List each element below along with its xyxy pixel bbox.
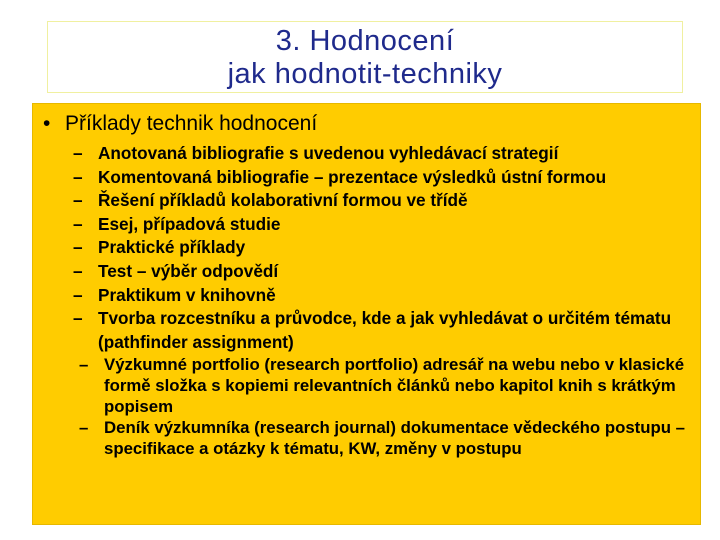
dash-icon: –	[73, 166, 83, 187]
list-item	[73, 166, 693, 190]
list-item	[73, 189, 693, 213]
nested-list-item-text: Deník výzkumníka (research journal) dokumentace vědeckého postupu – specifikace a otázky k tématu, KW, změny v postupu	[104, 418, 686, 459]
dash-icon: –	[73, 260, 83, 281]
content-panel	[32, 103, 701, 525]
slide-title-line1: 3. Hodnocení	[275, 25, 455, 57]
dash-icon: –	[73, 213, 83, 234]
dash-icon: –	[79, 355, 89, 375]
list-item-text: Řešení příkladů kolaborativní formou ve třídě	[98, 190, 468, 211]
dash-icon: –	[73, 237, 83, 258]
list-item	[73, 260, 693, 284]
main-bullet	[43, 112, 317, 136]
list-item-text: Anotovaná bibliografie s uvedenou vyhledávací strategií	[98, 143, 559, 163]
list-item-text: Komentovaná bibliografie – prezentace výsledků ústní formou	[98, 166, 607, 187]
dash-icon: –	[73, 143, 83, 163]
nested-list-item-text: Výzkumné portfolio (research portfolio) adresář na webu nebo v klasické formě složka s kopiemi relevantních článků nebo kapitol knih s krátkým popisem	[104, 355, 685, 417]
main-bullet-label: Příklady technik hodnocení	[65, 112, 318, 135]
list-item-text: Tvorba rozcestníku a průvodce, kde a jak vyhledávat o určitém tématu (pathfinder assignment)	[98, 308, 672, 352]
list-item	[73, 236, 693, 260]
list-item	[73, 307, 693, 354]
list-item	[73, 284, 693, 308]
nested-list-item	[79, 417, 693, 459]
dash-icon: –	[73, 190, 83, 211]
slide-title-box	[47, 21, 683, 93]
list-item	[73, 142, 693, 166]
list-item-text: Esej, případová studie	[98, 213, 281, 234]
dash-icon: –	[79, 418, 89, 438]
technique-list	[73, 142, 693, 459]
bullet-dot-icon: •	[43, 112, 51, 135]
dash-icon: –	[73, 308, 83, 329]
slide-title-line2: jak hodnotit-techniky	[227, 58, 503, 90]
list-item-text: Test – výběr odpovědí	[98, 260, 279, 281]
dash-icon: –	[73, 284, 83, 305]
list-item-text: Praktikum v knihovně	[98, 284, 276, 305]
list-item-text: Praktické příklady	[98, 237, 246, 258]
nested-list-item	[79, 354, 693, 417]
list-item	[73, 213, 693, 237]
